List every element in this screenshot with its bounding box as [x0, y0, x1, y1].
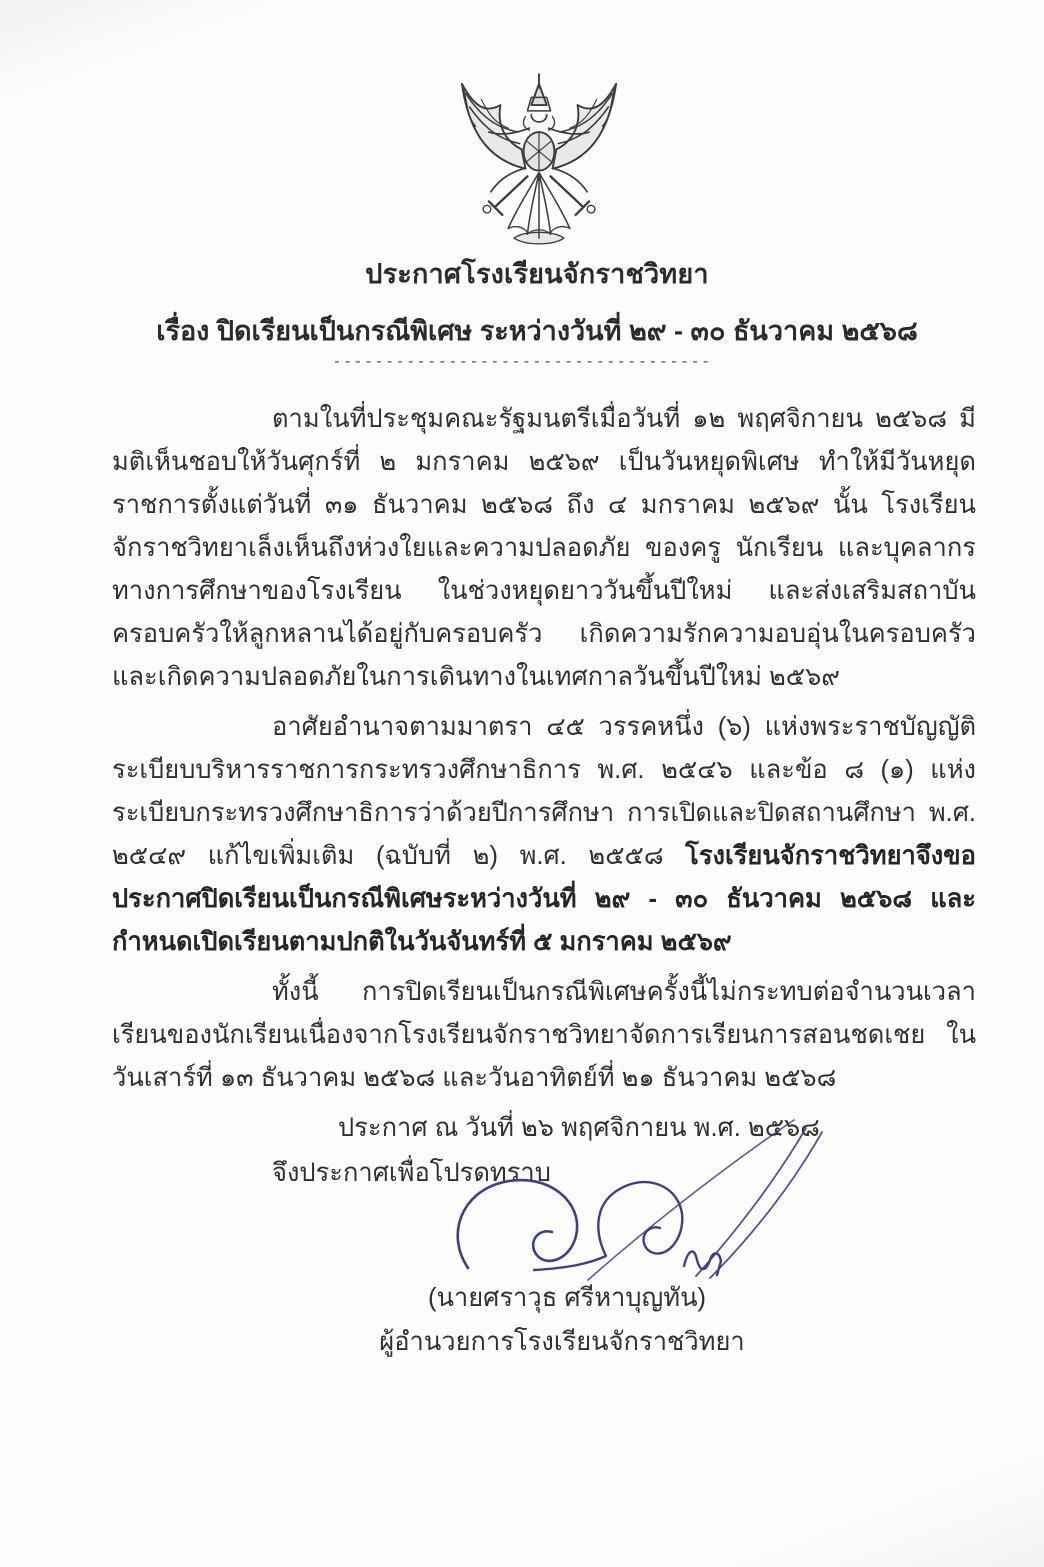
- page-title: ประกาศโรงเรียนจักราชวิทยา: [365, 259, 709, 289]
- paragraph-background: ตามในที่ประชุมคณะรัฐมนตรีเมื่อวันที่ ๑๒ พฤศจิกายน ๒๕๖๘ มีมติเห็นชอบให้วันศุกร์ที่ ๒ มกราคม ๒๕๖๙ เป็นวันหยุดพิเศษ ทำให้มีวันหยุดราชการตั้งแต่วันที่ ๓๑ ธันวาคม ๒๕๖๘ ถึง ๔ มกราคม ๒๕๖๙ นั้น โรงเรียนจักราชวิทยาเล็งเห็นถึงห่วงใยและความปลอดภัย ของครู นักเรียน และบุคลากรทางการศึกษาของโรงเรียน ในช่วงหยุดยาววันขึ้นปีใหม่ และส่งเสริมสถาบันครอบครัวให้ลูกหลานได้อยู่กับครอบครัว เกิดความรักความอบอุ่นในครอบครัว และเกิดความปลอดภัยในการเดินทางในเทศกาลวันขึ้นปีใหม่ ๒๕๖๙: [112, 405, 976, 691]
- closure-announcement-bold-run: โรงเรียนจักราชวิทยาจึงขอประกาศปิดเรียนเป็นกรณีพิเศษระหว่างวันที่ ๒๙ - ๓๐ ธันวาคม ๒๕๖๘ และกำหนดเปิดเรียนตามปกติในวันจันทร์ที่ ๕ มกราคม ๒๕๖๙: [112, 842, 976, 956]
- document-body: [112, 398, 976, 1202]
- signer-title: ผู้อำนวยการโรงเรียนจักราชวิทยา: [379, 1328, 745, 1356]
- authority-normal-run: อาศัยอำนาจตามมาตรา ๔๕ วรรคหนึ่ง (๖) แห่งพระราชบัญญัติระเบียบบริหารราชการกระทรวงศึกษาธิการ พ.ศ. ๒๕๔๖ และข้อ ๘ (๑) แห่งระเบียบกระทรวงศึกษาธิการว่าด้วยปีการศึกษา การเปิดและปิดสถานศึกษา พ.ศ. ๒๕๔๙ แก้ไขเพิ่มเติม (ฉบับที่ ๒) พ.ศ. ๒๕๕๘: [112, 713, 976, 870]
- issued-date-line: ประกาศ ณ วันที่ ๒๖ พฤศจิกายน พ.ศ. ๒๕๖๘: [338, 1114, 820, 1142]
- paragraph-makeup-classes: ทั้งนี้ การปิดเรียนเป็นกรณีพิเศษครั้งนี้ไม่กระทบต่อจำนวนเวลาเรียนของนักเรียนเนื่องจากโรงเรียนจักราชวิทยาจัดการเรียนการสอนชดเชย ในวันเสาร์ที่ ๑๓ ธันวาคม ๒๕๖๘ และวันอาทิตย์ที่ ๒๑ ธันวาคม ๒๕๖๘: [112, 978, 976, 1092]
- document-header: [0, 252, 1044, 352]
- signer-block: [0, 1276, 1044, 1364]
- garuda-emblem-icon: [433, 72, 645, 248]
- emblem-container: [0, 72, 1044, 248]
- signature-image: [438, 1118, 908, 1293]
- signature-container: [438, 1118, 908, 1293]
- signer-name: (นายศราวุธ ศรีหาบุญทัน): [427, 1284, 706, 1312]
- subject-line: เรื่อง ปิดเรียนเป็นกรณีพิเศษ ระหว่างวันที่ ๒๙ - ๓๐ ธันวาคม ๒๕๖๘: [156, 316, 918, 346]
- paragraph-authority: [112, 706, 976, 964]
- dashed-separator: ------------------------------------: [332, 352, 712, 370]
- closing-statement: จึงประกาศเพื่อโปรดทราบ: [272, 1159, 551, 1187]
